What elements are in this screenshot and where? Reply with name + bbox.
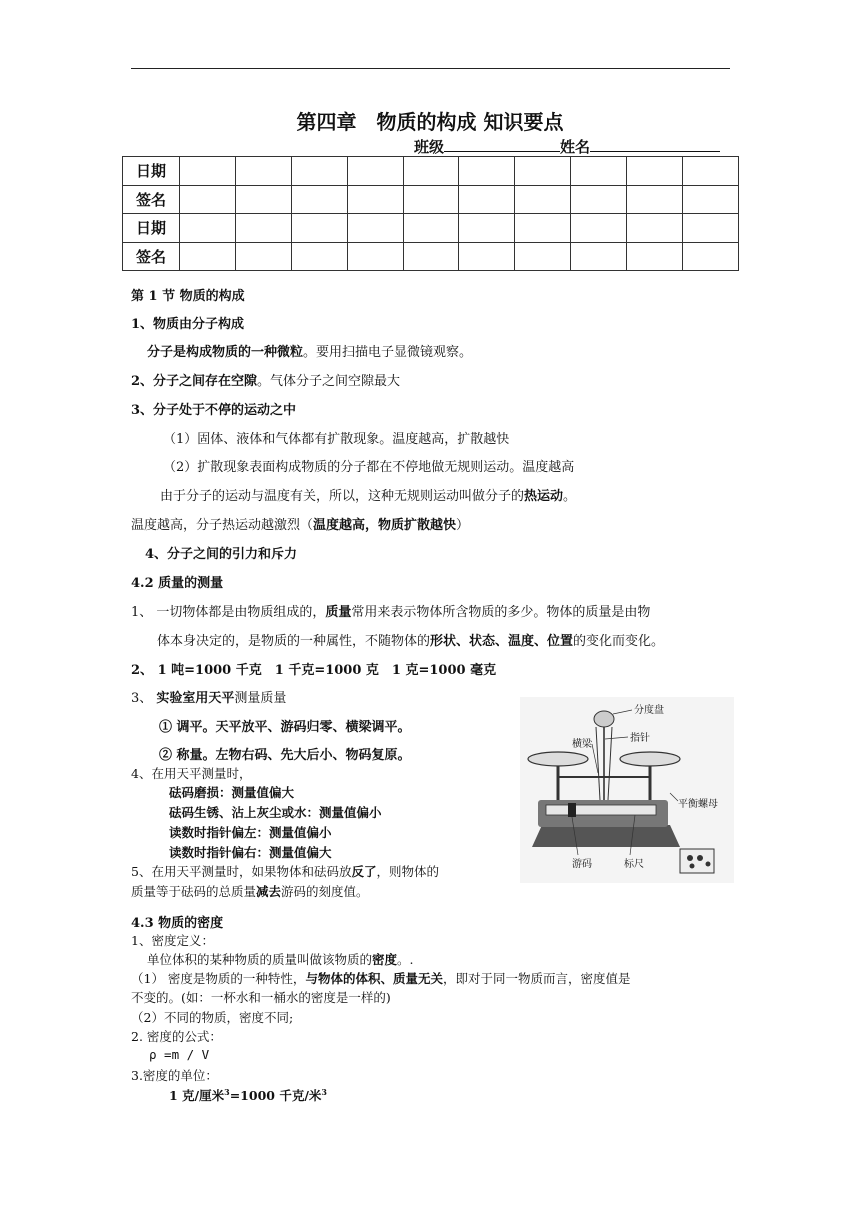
sec2-e3: 读数时指针偏左：测量值偏小: [169, 825, 332, 840]
sec2-step2: ② 称量。左物右码、先大后小、物码复原。: [159, 748, 411, 763]
row-label: 签名: [123, 242, 180, 271]
sec3-p2-line1: （1） 密度是物质的一种特性，与物体的体积、质量无关，即对于同一物质而言，密度值是: [131, 971, 631, 986]
sec2-step1: ① 调平。天平放平、游码归零、横梁调平。: [159, 720, 411, 735]
sec1-p3c: 由于分子的运动与温度有关，所以，这种无规则运动叫做分子的热运动。: [160, 489, 577, 504]
sec1-p3a: （1）固体、液体和气体都有扩散现象。温度越高，扩散越快: [163, 432, 510, 447]
label-pointer: 指针: [630, 733, 650, 744]
weight-box-icon: [680, 849, 714, 873]
name-blank[interactable]: [590, 137, 720, 152]
section1-heading: 第 1 节 物质的构成: [131, 289, 245, 304]
sec2-p3: 3、 实验室用天平测量质量: [131, 691, 287, 706]
page-title: 第四章 物质的构成 知识要点: [296, 110, 564, 134]
density-unit: 1 克/厘米$^3$=1000 千克/米$^3$: [169, 1086, 327, 1103]
left-pan: [528, 752, 588, 766]
label-ruler: 标尺: [624, 859, 644, 870]
sec3-p4: 2. 密度的公式：: [131, 1029, 222, 1044]
scale-dial: [594, 711, 614, 727]
sec2-e2: 砝码生锈、沾上灰尘或水：测量值偏小: [169, 805, 382, 820]
row-label: 日期: [123, 214, 180, 243]
section3-heading: 4.3 物质的密度: [131, 916, 224, 931]
sec1-p4: 4、分子之间的引力和斥力: [145, 547, 298, 562]
label-nut: 平衡螺母: [678, 799, 718, 810]
balance-figure: [520, 697, 734, 883]
balance-base: [532, 825, 680, 847]
sec2-e4: 读数时指针偏右：测量值偏大: [169, 845, 332, 860]
table-row: [123, 214, 739, 243]
sign-table: [122, 156, 739, 271]
sec1-p1a: 分子是构成物质的一种微粒。要用扫描电子显微镜观察。: [147, 345, 473, 360]
rider-weight: [568, 803, 576, 817]
table-row: [123, 185, 739, 214]
row-label: 签名: [123, 185, 180, 214]
name-label: 姓名: [560, 138, 591, 156]
sec2-p5-line1: 5、在用天平测量时，如果物体和砝码放反了，则物体的: [131, 864, 439, 879]
sec2-e1: 砝码磨损：测量值偏大: [169, 785, 295, 800]
sec3-p5: 3.密度的单位：: [131, 1068, 218, 1083]
sec2-p2: 2、 1 吨=1000 千克 1 千克=1000 克 1 克=1000 毫克: [131, 663, 497, 678]
sec1-p1: 1、物质由分子构成: [131, 317, 245, 332]
balance-scale-ruler: [546, 805, 656, 815]
density-formula: ρ =m / V: [149, 1047, 210, 1062]
sec3-p1: 1、密度定义：: [131, 933, 214, 948]
label-beam: 横梁: [572, 739, 592, 750]
table-row: [123, 242, 739, 271]
sec2-p4: 4、在用天平测量时，: [131, 766, 252, 781]
sec3-p3: （2）不同的物质，密度不同;: [131, 1010, 294, 1025]
sec2-p1-line2: 体本身决定的，是物质的一种属性，不随物体的形状、状态、温度、位置的变化而变化。: [157, 634, 665, 649]
sec3-p2-line2: 不变的。(如：一杯水和一桶水的密度是一样的): [131, 990, 391, 1005]
sec1-p3d: 温度越高，分子热运动越激烈（温度越高，物质扩散越快）: [131, 518, 470, 533]
section2-heading: 4.2 质量的测量: [131, 576, 224, 591]
header-rule: [131, 68, 730, 69]
sec1-p2: 2、分子之间存在空隙。气体分子之间空隙最大: [131, 374, 401, 389]
right-pan: [620, 752, 680, 766]
class-name-line: [414, 136, 720, 157]
sec1-p3b: （2）扩散现象表面构成物质的分子都在不停地做无规则运动。温度越高: [163, 460, 575, 475]
class-blank[interactable]: [444, 137, 560, 152]
label-dial: 分度盘: [634, 705, 664, 716]
sec3-p1a: 单位体积的某种物质的质量叫做该物质的密度。.: [147, 952, 414, 967]
class-label: 班级: [414, 138, 445, 156]
table-row: [123, 157, 739, 186]
row-label: 日期: [123, 157, 180, 186]
sec2-p5-line2: 质量等于砝码的总质量减去游码的刻度值。: [131, 884, 369, 899]
sec1-p3: 3、分子处于不停的运动之中: [131, 403, 297, 418]
sec2-p1-line1: 1、 一切物体都是由物质组成的，质量常用来表示物体所含物质的多少。物体的质量是由物: [131, 605, 651, 620]
label-rider: 游码: [572, 859, 592, 870]
